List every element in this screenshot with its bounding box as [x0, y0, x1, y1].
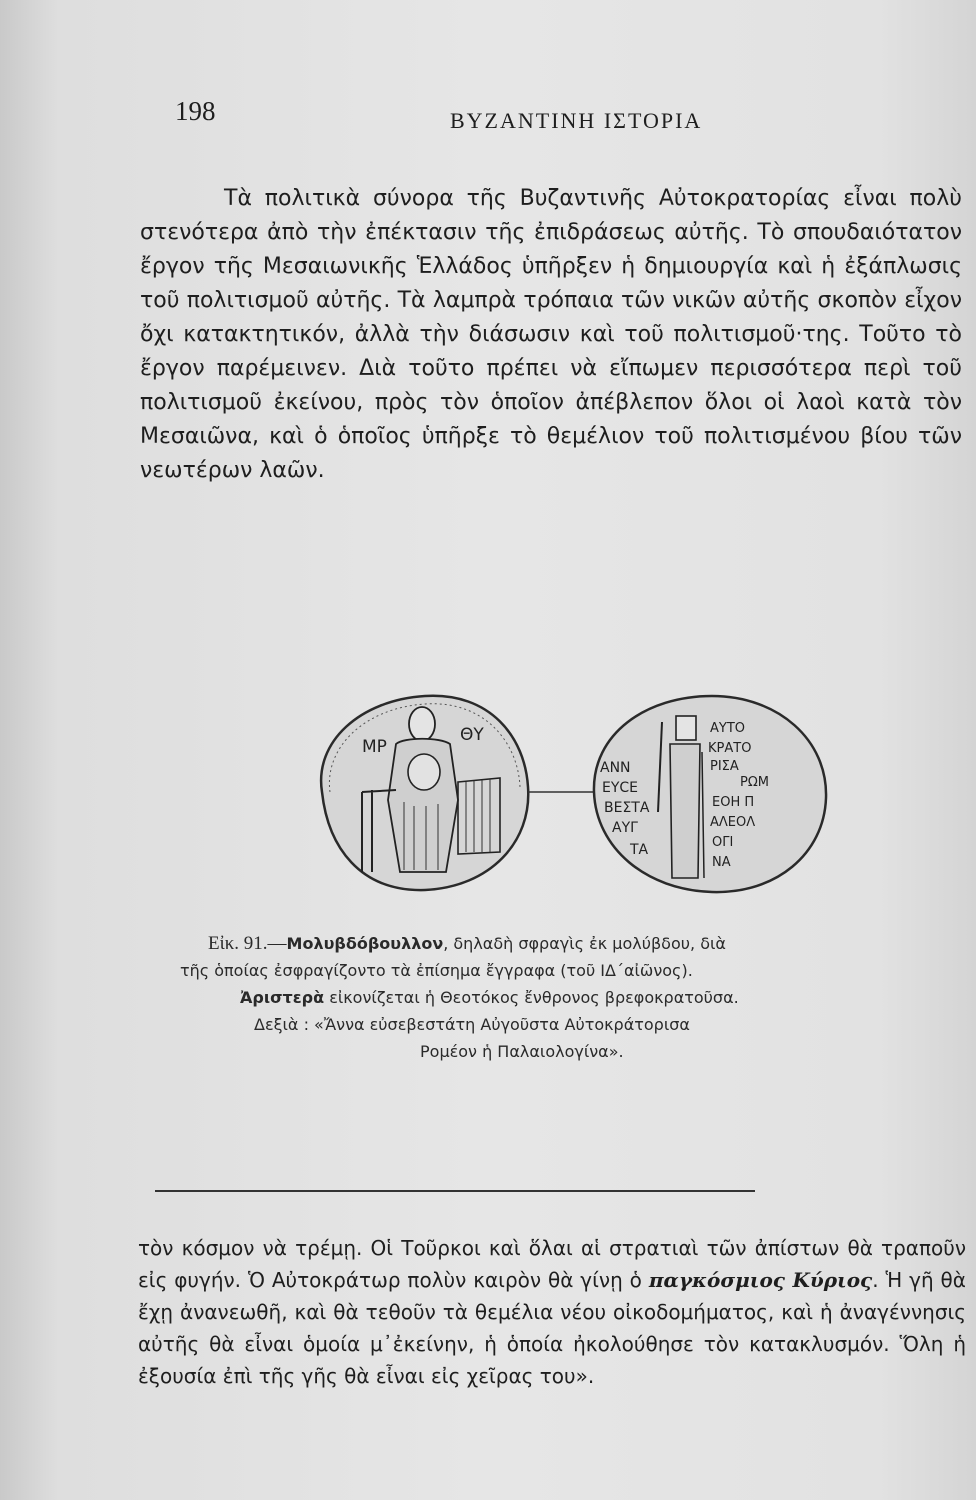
caption-line-4: Δεξιὰ : «Ἄννα εὐσεβεστάτη Αὐγοῦστα Αὐτοκράτορισα [254, 1015, 690, 1034]
caption-line-3-rest: εἰκονίζεται ἡ Θεοτόκος ἔνθρονος βρεφοκρατοῦσα. [329, 988, 739, 1007]
right-seal-text-10: ΕΟΗ Π [712, 795, 755, 810]
right-seal-anna [594, 696, 826, 892]
right-seal-text-3: ΒΕΣΤΑ [604, 800, 650, 816]
figure-term: Μολυβδόβουλλον [286, 934, 444, 953]
right-seal-text-7: ΚΡΑΤΟ [708, 741, 752, 756]
figure-caption [180, 930, 940, 1065]
footnote-part-2: . Ἡ γῆ θὰ ἔχῃ ἀνανεωθῆ, καὶ θὰ τεθοῦν τὰ θεμέλια νέου οἰκοδομήματος, καὶ ἡ ἀναγέννησις αὐτῆς θὰ εἶναι ὁμοία μ᾽ἐκείνην, ἡ ὁποία ἠκολούθησε τὸν κατακλυσμόν. Ὅλη ἡ ἐξουσία ἐπὶ τῆς γῆς θὰ εἶναι εἰς χεῖρας του». [138, 1268, 966, 1388]
caption-line-2: τῆς ὁποίας ἐσφραγίζοντο τὰ ἐπίσημα ἔγγραφα (τοῦ ΙΔ´αἰῶνος). [180, 961, 693, 980]
left-seal-thy: ΘΥ [460, 725, 484, 745]
right-seal-text-2: ΕΥCΕ [602, 780, 639, 796]
right-seal-text-11: ΑΛΕΟΛ [710, 815, 756, 830]
right-seal-text-1: ΑΝΝ [600, 760, 631, 776]
page-number: 198 [175, 96, 216, 126]
footnote-emphasis: παγκόσμιος Κύριος [648, 1268, 873, 1292]
right-seal-text-6: ΑΥΤΟ [710, 721, 746, 736]
caption-line-1 [180, 930, 940, 957]
footnote-part-1: τὸν κόσμον νὰ τρέμῃ. Οἱ Τοῦρκοι καὶ ὅλαι αἱ στρατιαὶ τῶν ἀπίστων θὰ τραποῦν εἰς φυγήν. Ὁ Αὐτοκράτωρ πολὺν καιρὸν θὰ γίνῃ ὁ [138, 1236, 966, 1292]
caption-line-5: Ρομέον ἡ Παλαιολογίνα». [420, 1042, 624, 1061]
right-seal-text-5: ΤΑ [630, 842, 649, 858]
footnote-text [138, 1232, 966, 1392]
footnote-rule [155, 1190, 755, 1192]
seal-figure [300, 682, 976, 897]
right-seal-text-9: ΡΩΜ [740, 775, 769, 790]
body-paragraph: Τὰ πολιτικὰ σύνορα τῆς Βυζαντινῆς Αὐτοκρατορίας εἶναι πολὺ στενότερα ἀπὸ τὴν ἐπέκτασιν τῆς ἐπιδράσεως αὐτῆς. Τὸ σπουδαιότατον ἔργον τῆς Μεσαιωνικῆς Ἑλλάδος ὑπῆρξεν ἡ δημιουργία καὶ ἡ ἐξάπλωσις τοῦ πολιτισμοῦ αὐτῆς. Τὰ λαμπρὰ τρόπαια τῶν νικῶν αὐτῆς σκοπὸν εἶχον ὄχι κατακτητικόν, ἀλλὰ τὴν διάσωσιν καὶ τοῦ πολιτισμοῦ·της. Τοῦτο τὸ ἔργον παρέμεινεν. Διὰ τοῦτο πρέπει νὰ εἴπωμεν περισσότερα περὶ τοῦ πολιτισμοῦ ἐκείνου, πρὸς τὸν ὁποῖον ἀπέβλεπον ὅλοι οἱ λαοὶ κατὰ τὸν Μεσαιῶνα, καὶ ὁ ὁποῖος ὑπῆρξε τὸ θεμέλιον τοῦ πολιτισμένου βίου τῶν νεωτέρων λαῶν. [140, 186, 962, 483]
caption-line-1-rest: , δηλαδὴ σφραγὶς ἐκ μολύβδου, διὰ [443, 934, 726, 953]
caption-left-label: Ἀριστερὰ [240, 988, 325, 1007]
right-seal-text-4: ΑΥΓ [612, 820, 638, 836]
right-seal-text-12: ΟΓΙ [712, 835, 734, 850]
right-seal-text-13: ΝΑ [712, 855, 731, 870]
left-seal-mr: ΜΡ [362, 737, 387, 757]
figure-number: Εἰκ. 91.— [208, 933, 287, 954]
right-seal-text-8: ΡΙΣΑ [710, 759, 739, 774]
caption-line-3 [180, 984, 940, 1011]
left-seal-theotokos [321, 696, 528, 890]
running-head: ΒΥΖΑΝΤΙΝΗ ΙΣΤΟΡΙΑ [450, 108, 703, 133]
